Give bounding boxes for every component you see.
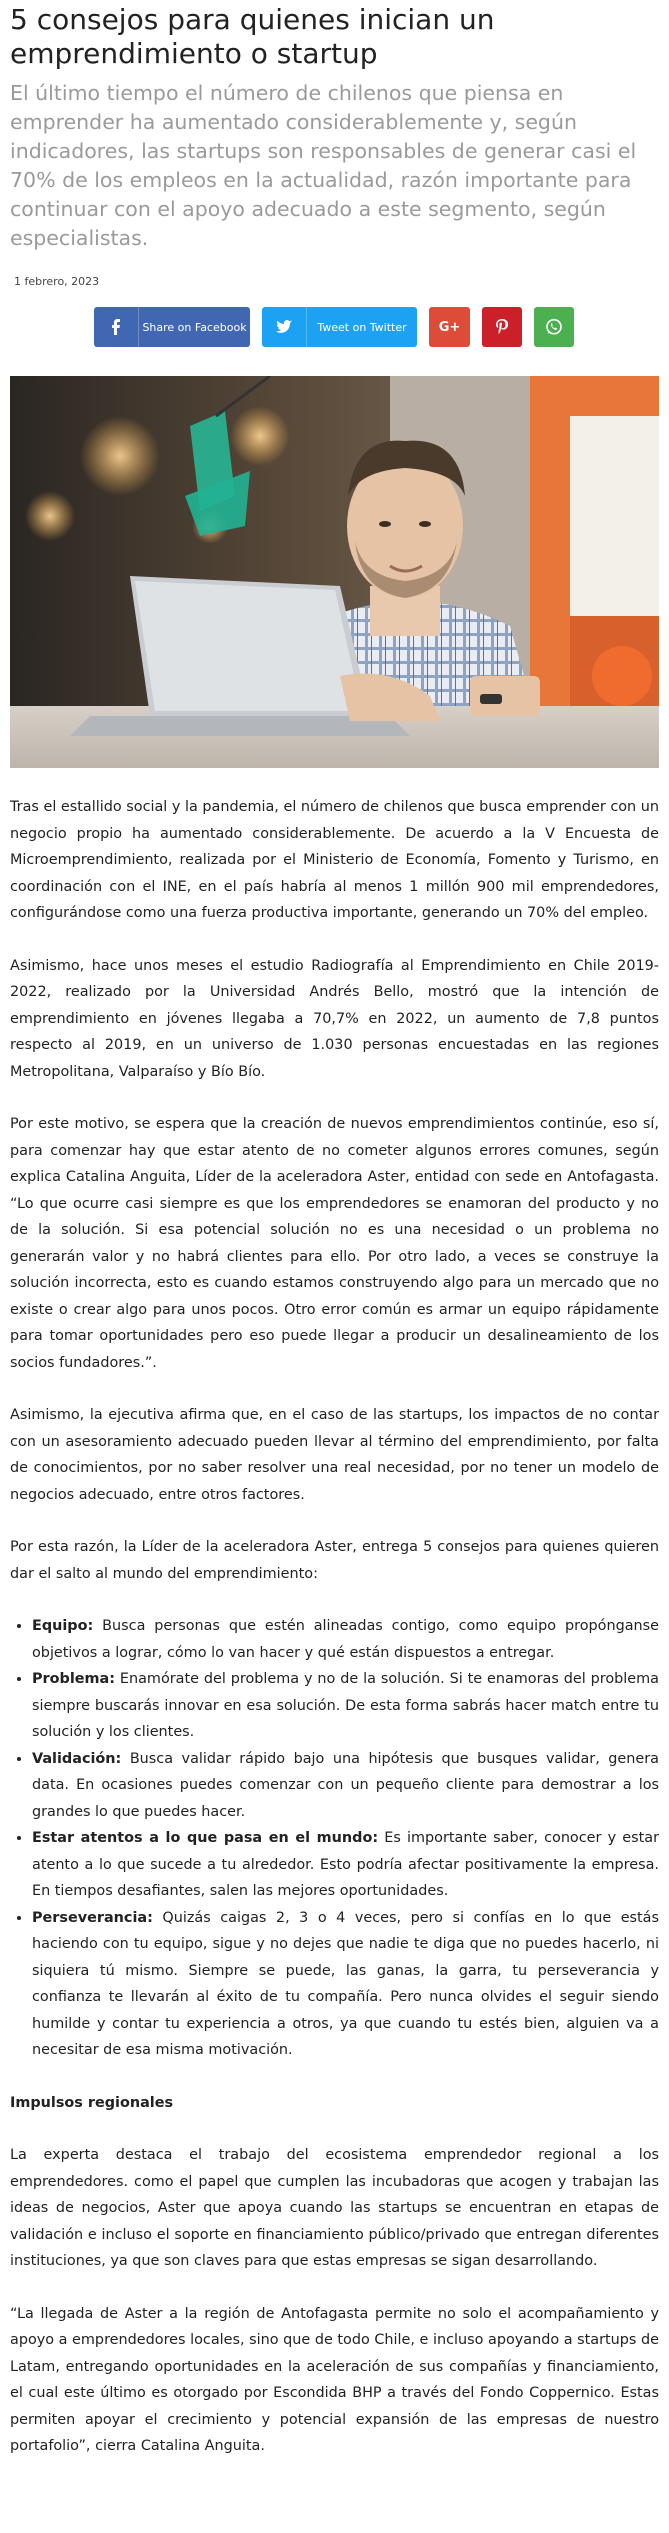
paragraph: “La llegada de Aster a la región de Antofagasta permite no solo el acompañamiento y apoyo a emprendedores locales, sino que de todo Chile, e incluso apoyando a startups de Latam, entregando oportunidades en la aceleración de sus compañías y financiamiento, el cual este último es otorgado por Escondida BHP a través del Fondo Coppernico. Estas permiten apoyar el crecimiento y potencial expansión de las empresas de nuestro portafolio”, cierra Catalina Anguita.	[10, 2305, 659, 2454]
tip-label: Problema:	[32, 1671, 115, 1687]
tip-label: Validación:	[32, 1750, 122, 1767]
article-subtitle: El último tiempo el número de chilenos que piensa en emprender ha aumentado considerablemente y, según indicadores, las startups son responsables de generar casi el 70% de los empleos en la actualidad, razón importante para continuar con el apoyo adecuado a este segmento, según especialistas.	[10, 81, 637, 250]
whatsapp-icon	[545, 318, 563, 336]
facebook-icon	[94, 307, 139, 347]
share-twitter-button[interactable]	[262, 307, 417, 347]
tip-text: Quizás caigas 2, 3 o 4 veces, pero si confías en lo que estás haciendo con tu equipo, sigue y no dejes que nadie te diga que no puedes hacerlo, ni siquiera tú mismo. Siempre se puede, las ganas, la garra, tu perseverancia y confianza te llevarán al éxito de tu compañía. Pero nunca olvides el seguir siendo humilde y contar tu experiencia a otros, ya que cuando tu estés bien, alguien va a necesitar de esa misma motivación.	[32, 1909, 659, 2058]
publish-date: 1 febrero, 2023	[14, 275, 100, 288]
list-item	[32, 1666, 659, 1746]
pinterest-icon	[496, 319, 508, 335]
paragraph: Por esta razón, la Líder de la aceleradora Aster, entrega 5 consejos para quienes quieren dar el salto al mundo del emprendimiento:	[10, 1539, 659, 1582]
paragraph: La experta destaca el trabajo del ecosistema emprendedor regional a los emprendedores. como el papel que cumplen las incubadoras que acogen y trabajan las ideas de negocios, Aster que apoya cuando las startups se encuentran en etapas de validación e incluso el soporte en financiamiento público/privado que entregan diferentes instituciones, ya que son claves para que estas empresas se sigan desarrollando.	[10, 2147, 659, 2269]
googleplus-icon: G+	[438, 319, 461, 335]
twitter-icon	[262, 307, 307, 347]
tip-text: Busca personas que estén alineadas contigo, como equipo propónganse objetivos a lograr, cómo lo van hacer y qué están dispuestos a entregar.	[32, 1618, 659, 1661]
article-body	[10, 794, 659, 2460]
page-title: 5 consejos para quienes inician un emprendimiento o startup	[10, 3, 495, 70]
paragraph: Tras el estallido social y la pandemia, el número de chilenos que busca emprender con un negocio propio ha aumentado considerablemente. De acuerdo a la V Encuesta de Microemprendimiento, realizada por el Ministerio de Economía, Fomento y Turismo, en coordinación con el INE, en el país habría al menos 1 millón 900 mil emprendedores, configurándose como una fuerza productiva importante, generando un 70% del empleo.	[10, 799, 659, 921]
tip-label: Estar atentos a lo que pasa en el mundo:	[32, 1830, 379, 1846]
share-facebook-button[interactable]	[94, 307, 250, 347]
paragraph: Asimismo, hace unos meses el estudio Radiografía al Emprendimiento en Chile 2019-2022, realizado por la Universidad Andrés Bello, mostró que la intención de emprendimiento en jóvenes llegaba a 70,7% en 2022, un aumento de 7,8 puntos respecto al 2019, en un universo de 1.030 personas encuestadas en las regiones Metropolitana, Valparaíso y Bío Bío.	[10, 957, 659, 1080]
share-whatsapp-button[interactable]	[534, 307, 574, 347]
tip-text: Es importante saber, conocer y estar atento a lo que sucede a tu alrededor. Esto podría afectar positivamente la empresa. En tiempos desafiantes, salen las mejores oportunidades.	[32, 1830, 659, 1899]
share-pinterest-button[interactable]	[482, 307, 522, 347]
tip-text: Enamórate del problema y no de la solución. Si te enamoras del problema siempre buscarás innovar en esa solución. De esta forma sabrás hacer match entre tu solución y los clientes.	[32, 1671, 659, 1740]
share-googleplus-button[interactable]	[429, 307, 470, 347]
tips-list	[10, 1613, 659, 2064]
paragraph: Por este motivo, se espera que la creación de nuevos emprendimientos continúe, eso sí, para comenzar hay que estar atento de no cometer algunos errores comunes, según explica Catalina Anguita, Líder de la aceleradora Aster, entidad con sede en Antofagasta. “Lo que ocurre casi siempre es que los emprendedores se enamoran del producto y no de la solución. Si esa potencial solución no es una necesidad o un problema no generarán valor y no habrá clientes para ello. Por otro lado, a veces se construye la solución incorrecta, esto es cuando estamos construyendo algo para un mercado que no existe o crear algo para unos pocos. Otro error común es armar un equipo rápidamente para tomar oportunidades pero eso puede llegar a producir un desalineamiento de los socios fundadores.”.	[10, 1116, 659, 1371]
section-heading: Impulsos regionales	[10, 2094, 174, 2111]
paragraph: Asimismo, la ejecutiva afirma que, en el caso de las startups, los impactos de no contar con un asesoramiento adecuado pueden llevar al término del emprendimiento, por falta de conocimientos, por no saber resolver una real necesidad, por no tener un modelo de negocios adecuado, entre otros factores.	[10, 1407, 659, 1503]
tip-text: Busca validar rápido bajo una hipótesis que busques validar, genera data. En ocasiones puedes comenzar con un pequeño cliente para demostrar a los grandes lo que puedes hacer.	[32, 1750, 659, 1820]
list-item	[32, 1746, 659, 1826]
list-item	[32, 1825, 659, 1905]
share-facebook-label: Share on Facebook	[142, 320, 247, 334]
hero-image	[10, 376, 659, 768]
tip-label: Equipo:	[32, 1618, 94, 1634]
share-twitter-label: Tweet on Twitter	[317, 320, 407, 334]
tip-label: Perseverancia:	[32, 1909, 153, 1926]
list-item	[32, 1613, 659, 1666]
share-bar	[94, 306, 659, 348]
list-item	[32, 1905, 659, 2064]
